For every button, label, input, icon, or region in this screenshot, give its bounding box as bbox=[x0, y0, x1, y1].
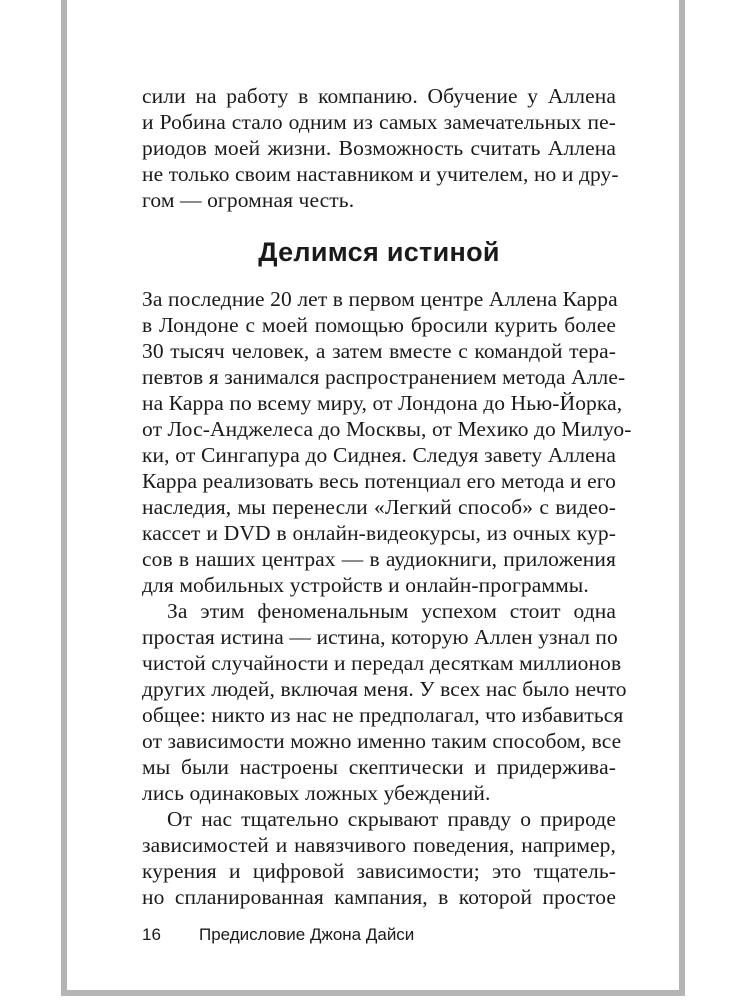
text-line: От нас тщательно скрывают правду о природе bbox=[167, 807, 616, 831]
text-line: на Карра по всему миру, от Лондона до Нью-Йорка, bbox=[142, 391, 623, 415]
text-line: но спланированная кампания, в которой простое bbox=[142, 885, 616, 909]
text-line: 30 тысяч человек, а затем вместе с командой тера- bbox=[142, 339, 616, 363]
text-line: от Лос-Анджелеса до Москвы, от Мехико до Милуо- bbox=[142, 417, 632, 441]
text-line: в Лондоне с моей помощью бросили курить более bbox=[142, 313, 616, 337]
text-line: ки, от Сингапура до Сиднея. Следуя завету Аллена bbox=[142, 443, 616, 467]
text-line: сов в наших центрах — в аудиокниги, приложения bbox=[142, 547, 616, 571]
text-line: риодов моей жизни. Возможность считать Аллена bbox=[142, 136, 616, 160]
text-line: За этим феноменальным успехом стоит одна bbox=[167, 599, 616, 623]
text-line: наследия, мы перенесли «Легкий способ» с видео- bbox=[142, 495, 616, 519]
text-line: от зависимости можно именно таким способом, все bbox=[142, 729, 622, 753]
text-line: курения и цифровой зависимости; это тщатель- bbox=[142, 859, 616, 883]
text-line: сили на работу в компанию. Обучение у Аллена bbox=[142, 84, 616, 108]
text-line: для мобильных устройств и онлайн-программы. bbox=[142, 573, 589, 597]
page-number: 16 bbox=[142, 925, 161, 944]
text-line: мы были настроены скептически и придерживa- bbox=[142, 755, 616, 779]
text-line: зависимостей и навязчивого поведения, например, bbox=[142, 833, 616, 857]
text-line: гом — огромная честь. bbox=[142, 188, 355, 212]
text-line: Карра реализовать весь потенциал его метода и его bbox=[142, 469, 616, 493]
text-line: и Робина стало одним из самых замечательных пе- bbox=[142, 110, 616, 134]
text-line: кассет и DVD в онлайн-видеокурсы, из очных кур- bbox=[142, 521, 616, 545]
text-line: За последние 20 лет в первом центре Аллена Карра bbox=[142, 287, 618, 311]
section-heading: Делимся истиной bbox=[258, 237, 500, 267]
text-line: лись одинаковых ложных убеждений. bbox=[142, 781, 491, 805]
text-line: простая истина — истина, которую Аллен узнал по bbox=[142, 625, 618, 649]
text-line: певтов я занимался распространением метода Алле- bbox=[142, 365, 626, 389]
text-line: других людей, включая меня. У всех нас было нечто bbox=[142, 677, 627, 701]
text-line: общее: никто из нас не предполагал, что избавиться bbox=[142, 703, 624, 727]
text-line: не только своим наставником и учителем, но и дру- bbox=[142, 162, 619, 186]
text-line: чистой случайности и передал десяткам миллионов bbox=[142, 651, 622, 675]
running-title: Предисловие Джона Дайси bbox=[199, 925, 415, 944]
